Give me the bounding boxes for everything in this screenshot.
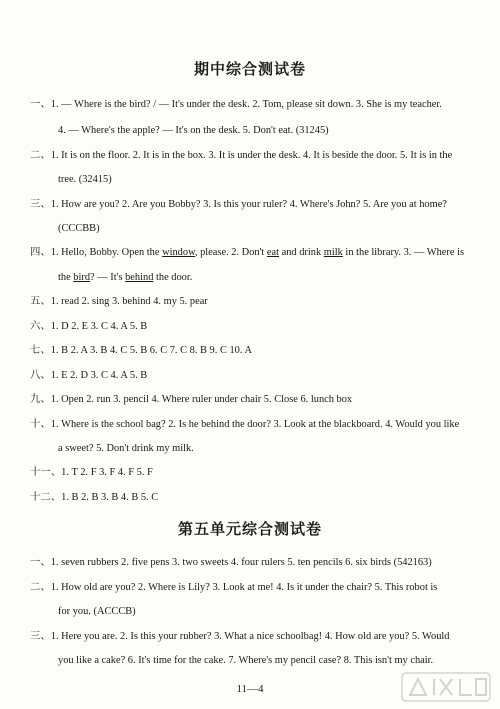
answer-line-q4-1	[30, 246, 485, 260]
text-run: , please. 2. Don't	[194, 247, 267, 258]
answer-line: (CCCBB)	[58, 223, 100, 234]
answer-line: 十二、1. B 2. B 3. B 4. B 5. C	[30, 492, 159, 503]
underlined-word: window	[162, 247, 195, 258]
watermark-logo-icon	[400, 669, 492, 705]
answer-line-q4-2	[58, 271, 500, 285]
answer-line: a sweet? 5. Don't drink my milk.	[58, 443, 194, 454]
text-run: the door.	[153, 272, 193, 283]
answer-line: 三、1. Here you are. 2. Is this your rubber? 3. What a nice schoolbag! 4. How old are you? 5. Would	[30, 631, 450, 642]
section-title-unit5: 第五单元综合测试卷	[177, 520, 322, 538]
answer-line: 三、1. How are you? 2. Are you Bobby? 3. Is this your ruler? 4. Where's John? 5. Are you at home?	[30, 199, 447, 210]
underlined-word: eat	[266, 247, 280, 258]
answer-line: 二、1. How old are you? 2. Where is Lily? 3. Look at me! 4. Is it under the chair? 5. This robot is	[30, 582, 438, 593]
text-run: ? — It's	[90, 272, 126, 283]
answer-line: 九、1. Open 2. run 3. pencil 4. Where ruler under chair 5. Close 6. lunch box	[30, 394, 353, 405]
answer-line: 二、1. It is on the floor. 2. It is in the box. 3. It is under the desk. 4. It is beside the door. 5. It is in the	[30, 150, 453, 161]
text-run: and drink	[279, 247, 324, 258]
answer-line: for you. (ACCCB)	[58, 606, 136, 617]
answer-line: 八、1. E 2. D 3. C 4. A 5. B	[30, 370, 148, 381]
section-title-midterm: 期中综合测试卷	[193, 60, 306, 78]
answer-line: 一、1. — Where is the bird? / — It's under the desk. 2. Tom, please sit down. 3. She is my teacher.	[30, 99, 442, 110]
answer-line: 十、1. Where is the school bag? 2. Is he behind the door? 3. Look at the blackboard. 4. Would you like	[30, 419, 460, 430]
answer-line: 一、1. seven rubbers 2. five pens 3. two sweets 4. four rulers 5. ten pencils 6. six birds (542163)	[30, 557, 432, 568]
answer-line: 4. — Where's the apple? — It's on the desk. 5. Don't eat. (31245)	[58, 125, 329, 136]
underlined-word: bird	[73, 272, 91, 283]
text-run: the	[58, 272, 74, 283]
answer-line: 七、1. B 2. A 3. B 4. C 5. B 6. C 7. C 8. B 9. C 10. A	[30, 345, 252, 356]
page-number: 11—4	[236, 683, 264, 695]
answer-line: 五、1. read 2. sing 3. behind 4. my 5. pear	[30, 296, 208, 307]
answer-line: tree. (32415)	[58, 174, 112, 185]
answer-line: 十一、1. T 2. F 3. F 4. F 5. F	[30, 467, 153, 478]
underlined-word: behind	[125, 272, 154, 283]
text-run: 四、1. Hello, Bobby. Open the	[30, 247, 163, 258]
text-run: in the library. 3. — Where is	[342, 247, 465, 258]
underlined-word: milk	[323, 247, 343, 258]
answer-line: 六、1. D 2. E 3. C 4. A 5. B	[30, 321, 148, 332]
answer-line: you like a cake? 6. It's time for the cake. 7. Where's my pencil case? 8. This isn't my chair.	[58, 655, 434, 666]
